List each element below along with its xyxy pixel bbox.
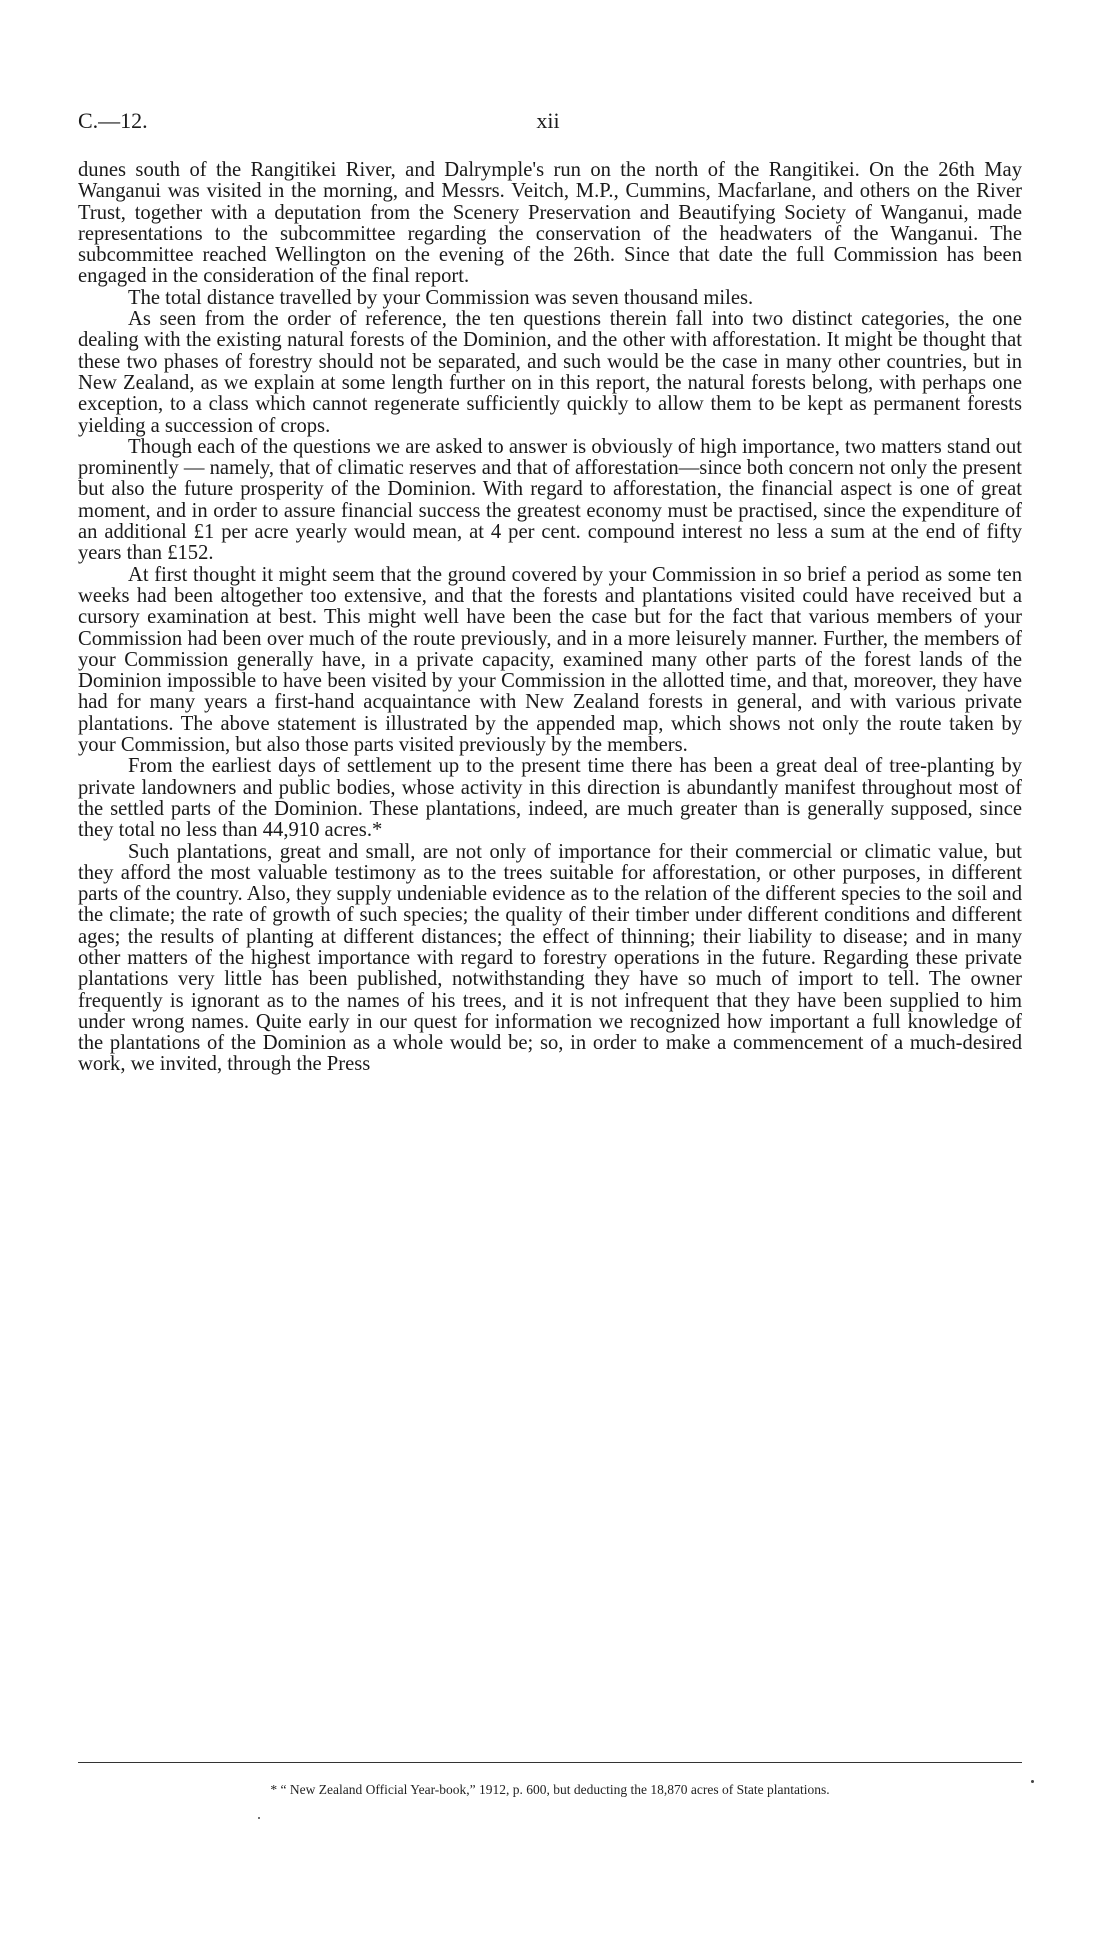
paragraph-tree-planting: From the earliest days of settlement up to the present time there has been a great deal of tree-planting by private landowners and public bodies, whose activity in this direction is abundantly manifest throughout most of the settled parts of the Dominion. These plantations, indeed, are much greater than is generally supposed, since they total no less than 44,910 acres.* — [78, 755, 1022, 842]
page-number: xii — [536, 108, 560, 133]
paragraph-importance: Though each of the questions we are asked to answer is obviously of high importance, two matters stand out prominently — namely, that of climatic reserves and that of afforestation—since both concern not only the present but also the future prosperity of the Dominion. With regard to afforestation, the financial aspect is one of great moment, and in order to assure financial success the greatest economy must be practised, since the expenditure of an additional £1 per acre yearly would mean, at 4 per cent. compound interest no less a sum at the end of fifty years than £152. — [78, 435, 1022, 565]
ink-speck — [1031, 1780, 1034, 1783]
ink-speck — [258, 1817, 260, 1819]
document-reference: C.—12. — [78, 108, 148, 133]
body-text — [78, 160, 1022, 1076]
paragraph-continued: dunes south of the Rangitikei River, and Dalrymple's run on the north of the Rangitikei. On the 26th May Wanganui was visited in the morning, and Messrs. Veitch, M.P., Cummins, Macfarlane, and others on the River Trust, together with a deputation from the Scenery Preservation and Beautifying Society of Wanganui, made representations to the subcommittee regarding the conservation of the headwaters of the Wanganui. The subcommittee reached Wellington on the evening of the 26th. Since that date the full Commission has been engaged in the consideration of the final report. — [78, 159, 1022, 288]
footnote: * “ New Zealand Official Year-book,” 1912, p. 600, but deducting the 18,870 acres of State plantations. — [270, 1782, 830, 1797]
paragraph-ground-covered: At first thought it might seem that the ground covered by your Commission in so brief a period as some ten weeks had been altogether too extensive, and that the forests and plantations visited could have received but a cursory examination at best. This might well have been the case but for the fact that various members of your Commission had been over much of the route previously, and in a more leisurely manner. Further, the members of your Commission generally have, in a private capacity, examined many other parts of the forest lands of the Dominion impossible to have been visited by your Commission in the allotted time, and that, moreover, they have had for many years a first-hand acquaintance with New Zealand forests in general, and with various private plantations. The above statement is illustrated by the appended map, which shows not only the route taken by your Commission, but also those parts visited previously by the members. — [78, 563, 1022, 757]
page-header — [78, 108, 1018, 138]
paragraph-categories: As seen from the order of reference, the ten questions therein fall into two distinct categories, the one dealing with the existing natural forests of the Dominion, and the other with afforestation. It might be thought that these two phases of forestry should not be separated, and such would be the case in many other countries, but in New Zealand, as we explain at some length further on in this report, the natural forests belong, with perhaps one exception, to a class which cannot regenerate sufficiently quickly to allow them to be kept as permanent forests yielding a succession of crops. — [78, 308, 1022, 437]
paragraph-distance: The total distance travelled by your Commission was seven thousand miles. — [128, 286, 754, 309]
paragraph-plantations: Such plantations, great and small, are not only of importance for their commercial or climatic value, but they afford the most valuable testimony as to the trees suitable for afforestation, or other purposes, in different parts of the country. Also, they supply undeniable evidence as to the relation of the different species to the soil and the climate; the rate of growth of such species; the quality of their timber under different conditions and different ages; the results of planting at different distances; the effect of thinning; their liability to disease; and in many other matters of the highest importance with regard to forestry operations in the future. Regarding these private plantations very little has been published, notwithstanding they have so much of import to tell. The owner frequently is ignorant as to the names of his trees, and it is not infrequent that they have been supplied to him under wrong names. Quite early in our quest for information we recognized how important a full knowledge of the plantations of the Dominion as a whole would be; so, in order to make a commencement of a much-desired work, we invited, through the Press — [78, 840, 1022, 1076]
footnote-rule — [78, 1762, 1022, 1763]
